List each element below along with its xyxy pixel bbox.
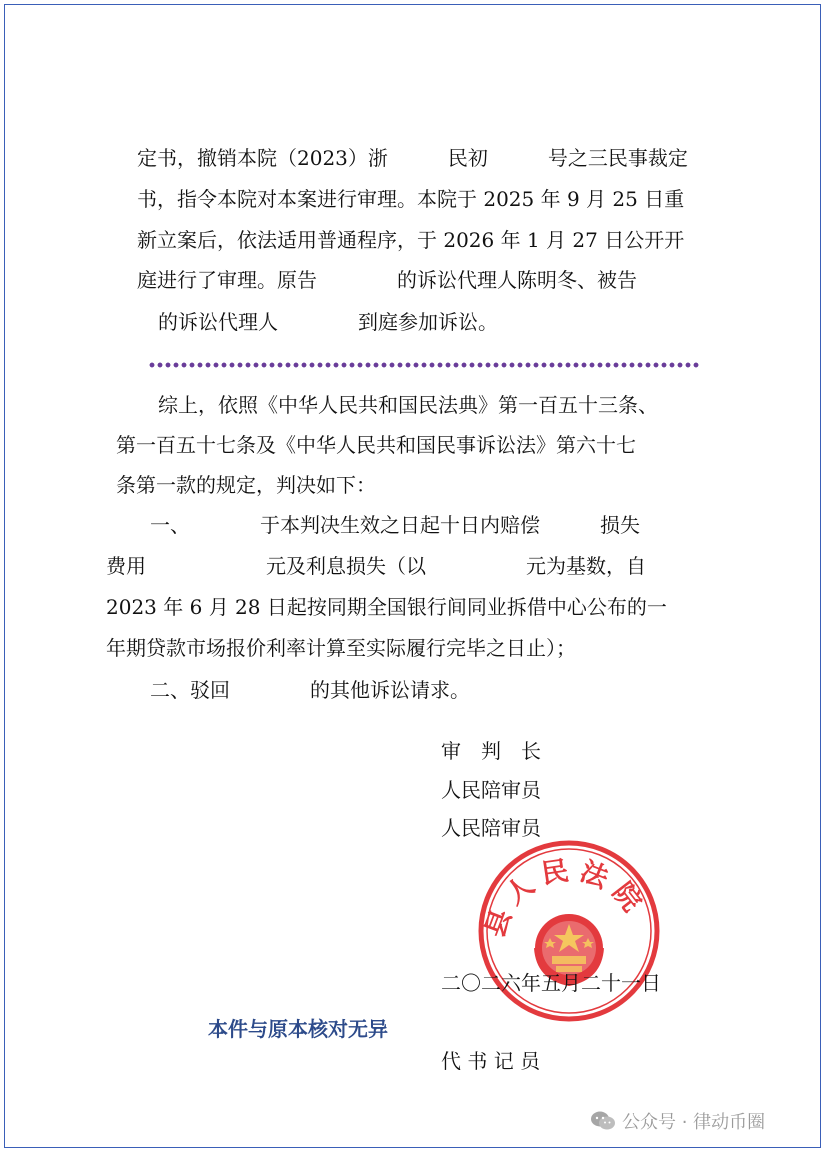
paragraph-line: 的诉讼代理人 到庭参加诉讼。 [158, 310, 498, 334]
paragraph-line: 书，指令本院对本案进行审理。本院于 2025 年 9 月 25 日重 [137, 187, 685, 211]
watermark [590, 1108, 765, 1134]
judgment-date: 二〇二六年五月二十一日 [441, 971, 661, 995]
svg-text:县人民法院: 县人民法院 [479, 854, 652, 942]
paragraph-line: 定书，撤销本院（2023）浙 民初 号之三民事裁定 [137, 146, 688, 170]
paragraph-line: 综上，依照《中华人民共和国民法典》第一百五十三条、 [158, 393, 658, 417]
judgment-line: 费用 元及利息损失（以 元为基数，自 [106, 554, 646, 578]
paragraph-line: 新立案后，依法适用普通程序，于 2026 年 1 月 27 日公开开 [137, 228, 685, 252]
clerk-label: 代 书 记 员 [441, 1049, 541, 1073]
juror-label: 人民陪审员 [441, 778, 541, 802]
verification-stamp: 本件与原本核对无异 [208, 1017, 388, 1041]
paragraph-line: 条第一款的规定，判决如下： [116, 473, 376, 497]
juror-label: 人民陪审员 [441, 816, 541, 840]
judgment-line: 二、驳回 的其他诉讼请求。 [150, 678, 470, 702]
dotted-separator [148, 361, 700, 369]
judgment-line: 2023 年 6 月 28 日起按同期全国银行间同业拆借中心公布的一 [106, 595, 667, 619]
judgment-line: 年期贷款市场报价利率计算至实际履行完毕之日止）； [106, 636, 576, 660]
paragraph-line: 庭进行了审理。原告 的诉讼代理人陈明冬、被告 [137, 268, 637, 292]
chief-judge-label: 审 判 长 [441, 739, 541, 763]
wechat-icon [590, 1110, 616, 1132]
paragraph-line: 第一百五十七条及《中华人民共和国民事诉讼法》第六十七 [116, 433, 636, 457]
judgment-line: 一、 于本判决生效之日起十日内赔偿 损失 [150, 513, 640, 537]
court-seal-icon [476, 838, 662, 1024]
watermark-text: 公众号 · 律动币圈 [622, 1112, 766, 1133]
